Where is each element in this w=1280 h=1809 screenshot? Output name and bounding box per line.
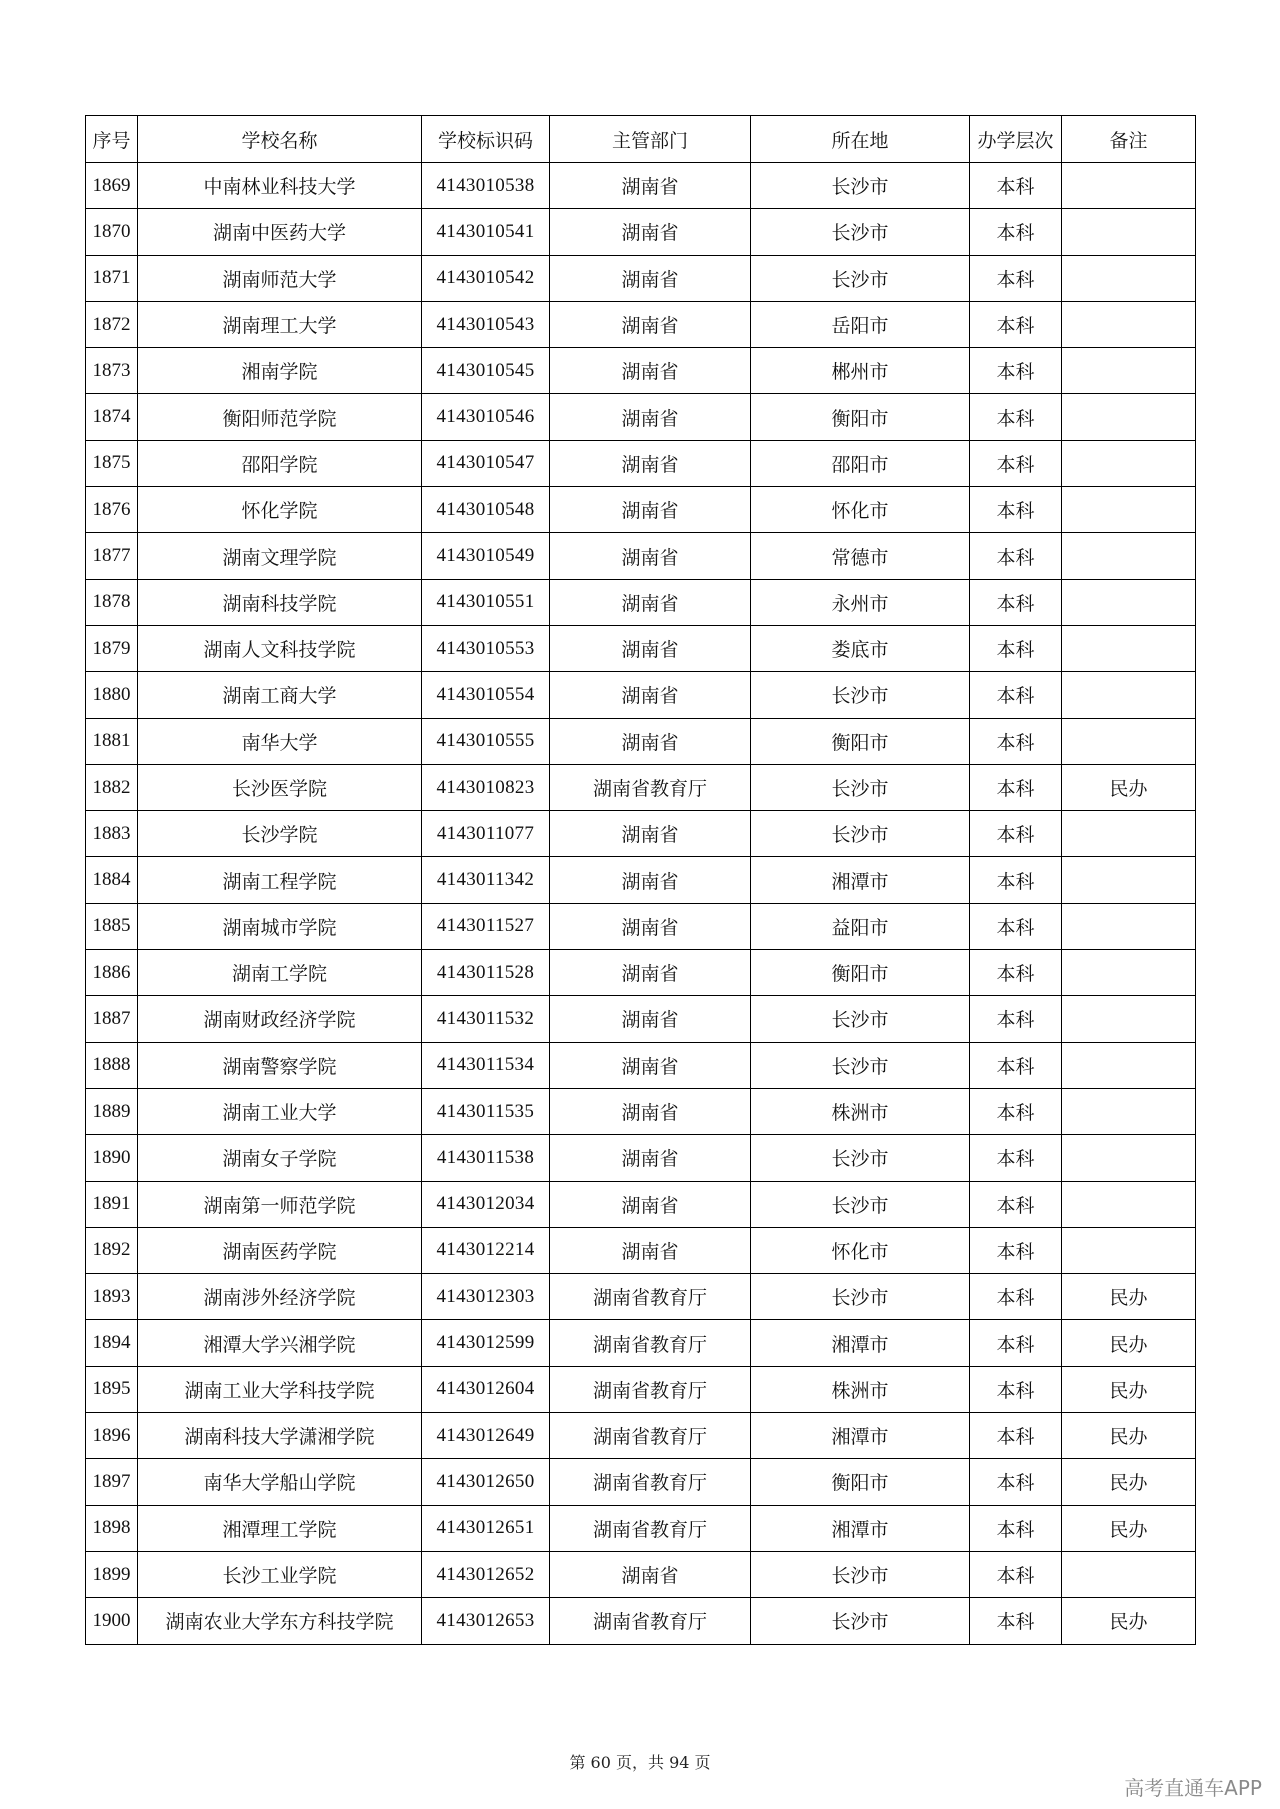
cell-school-code: 4143011528 — [422, 950, 550, 996]
cell-location: 郴州市 — [751, 348, 970, 394]
cell-department: 湖南省 — [550, 394, 751, 440]
cell-location: 常德市 — [751, 533, 970, 579]
cell-school-code: 4143012604 — [422, 1366, 550, 1412]
cell-department: 湖南省 — [550, 579, 751, 625]
table-row — [86, 533, 1196, 579]
cell-index: 1881 — [86, 718, 138, 764]
cell-remarks — [1062, 625, 1196, 671]
cell-index: 1887 — [86, 996, 138, 1042]
cell-location: 长沙市 — [751, 209, 970, 255]
cell-school-code: 4143010547 — [422, 440, 550, 486]
cell-index: 1889 — [86, 1088, 138, 1134]
cell-index: 1885 — [86, 903, 138, 949]
cell-remarks — [1062, 903, 1196, 949]
table-row — [86, 903, 1196, 949]
table-row — [86, 440, 1196, 486]
cell-school-name: 湖南城市学院 — [138, 903, 422, 949]
cell-department: 湖南省 — [550, 163, 751, 209]
cell-department: 湖南省 — [550, 950, 751, 996]
cell-school-code: 4143010551 — [422, 579, 550, 625]
cell-department: 湖南省 — [550, 255, 751, 301]
cell-index: 1873 — [86, 348, 138, 394]
cell-school-name: 湖南工程学院 — [138, 857, 422, 903]
cell-school-code: 4143012652 — [422, 1551, 550, 1597]
cell-school-code: 4143011342 — [422, 857, 550, 903]
cell-location: 湘潭市 — [751, 1320, 970, 1366]
table-row — [86, 857, 1196, 903]
cell-level: 本科 — [970, 857, 1062, 903]
table-row — [86, 163, 1196, 209]
table-row — [86, 625, 1196, 671]
cell-level: 本科 — [970, 163, 1062, 209]
cell-location: 长沙市 — [751, 1598, 970, 1644]
cell-location: 株洲市 — [751, 1366, 970, 1412]
cell-school-name: 湖南工业大学科技学院 — [138, 1366, 422, 1412]
cell-school-name: 中南林业科技大学 — [138, 163, 422, 209]
cell-location: 长沙市 — [751, 1274, 970, 1320]
cell-remarks: 民办 — [1062, 1413, 1196, 1459]
cell-index: 1879 — [86, 625, 138, 671]
cell-index: 1886 — [86, 950, 138, 996]
cell-location: 永州市 — [751, 579, 970, 625]
cell-department: 湖南省 — [550, 301, 751, 347]
cell-location: 邵阳市 — [751, 440, 970, 486]
cell-index: 1896 — [86, 1413, 138, 1459]
cell-index: 1876 — [86, 487, 138, 533]
cell-school-name: 湖南人文科技学院 — [138, 625, 422, 671]
cell-location: 娄底市 — [751, 625, 970, 671]
table-row — [86, 1135, 1196, 1181]
table-row — [86, 1505, 1196, 1551]
cell-school-name: 湖南科技学院 — [138, 579, 422, 625]
cell-remarks: 民办 — [1062, 1598, 1196, 1644]
cell-level: 本科 — [970, 764, 1062, 810]
cell-school-name: 湖南科技大学潇湘学院 — [138, 1413, 422, 1459]
cell-location: 衡阳市 — [751, 1459, 970, 1505]
cell-location: 长沙市 — [751, 1135, 970, 1181]
cell-location: 长沙市 — [751, 163, 970, 209]
cell-location: 岳阳市 — [751, 301, 970, 347]
table-row — [86, 301, 1196, 347]
cell-school-code: 4143012214 — [422, 1227, 550, 1273]
cell-remarks: 民办 — [1062, 1366, 1196, 1412]
cell-location: 怀化市 — [751, 487, 970, 533]
cell-index: 1875 — [86, 440, 138, 486]
cell-remarks — [1062, 1551, 1196, 1597]
cell-remarks — [1062, 1135, 1196, 1181]
cell-level: 本科 — [970, 533, 1062, 579]
header-level: 办学层次 — [970, 116, 1062, 163]
cell-department: 湖南省教育厅 — [550, 1505, 751, 1551]
cell-index: 1897 — [86, 1459, 138, 1505]
cell-index: 1869 — [86, 163, 138, 209]
cell-level: 本科 — [970, 1459, 1062, 1505]
cell-school-code: 4143011538 — [422, 1135, 550, 1181]
cell-location: 长沙市 — [751, 1042, 970, 1088]
page-number: 第 60 页，共 94 页 — [569, 1753, 711, 1772]
cell-school-code: 4143012650 — [422, 1459, 550, 1505]
cell-department: 湖南省教育厅 — [550, 1598, 751, 1644]
table-row — [86, 1551, 1196, 1597]
cell-department: 湖南省 — [550, 1227, 751, 1273]
table-row — [86, 1274, 1196, 1320]
cell-index: 1893 — [86, 1274, 138, 1320]
cell-school-code: 4143011527 — [422, 903, 550, 949]
cell-remarks — [1062, 1042, 1196, 1088]
cell-school-name: 湖南财政经济学院 — [138, 996, 422, 1042]
cell-level: 本科 — [970, 301, 1062, 347]
cell-location: 衡阳市 — [751, 950, 970, 996]
cell-school-name: 湖南警察学院 — [138, 1042, 422, 1088]
cell-school-name: 南华大学船山学院 — [138, 1459, 422, 1505]
cell-department: 湖南省教育厅 — [550, 1274, 751, 1320]
cell-location: 湘潭市 — [751, 857, 970, 903]
table-row — [86, 348, 1196, 394]
cell-level: 本科 — [970, 348, 1062, 394]
cell-school-code: 4143010549 — [422, 533, 550, 579]
cell-school-name: 湖南中医药大学 — [138, 209, 422, 255]
table-row — [86, 1088, 1196, 1134]
cell-school-code: 4143012599 — [422, 1320, 550, 1366]
cell-level: 本科 — [970, 1366, 1062, 1412]
cell-department: 湖南省 — [550, 1042, 751, 1088]
cell-school-code: 4143010555 — [422, 718, 550, 764]
cell-school-name: 湖南第一师范学院 — [138, 1181, 422, 1227]
table-row — [86, 394, 1196, 440]
table-row — [86, 996, 1196, 1042]
cell-location: 怀化市 — [751, 1227, 970, 1273]
cell-school-name: 湖南工业大学 — [138, 1088, 422, 1134]
cell-school-code: 4143010542 — [422, 255, 550, 301]
cell-location: 益阳市 — [751, 903, 970, 949]
cell-remarks — [1062, 996, 1196, 1042]
cell-remarks — [1062, 487, 1196, 533]
cell-level: 本科 — [970, 950, 1062, 996]
cell-department: 湖南省 — [550, 903, 751, 949]
cell-remarks — [1062, 394, 1196, 440]
cell-remarks — [1062, 1181, 1196, 1227]
cell-level: 本科 — [970, 1598, 1062, 1644]
cell-level: 本科 — [970, 1274, 1062, 1320]
table-row — [86, 1459, 1196, 1505]
cell-department: 湖南省教育厅 — [550, 1366, 751, 1412]
cell-level: 本科 — [970, 209, 1062, 255]
cell-school-name: 湖南医药学院 — [138, 1227, 422, 1273]
app-watermark: 高考直通车APP — [1124, 1776, 1262, 1800]
cell-level: 本科 — [970, 811, 1062, 857]
school-list-table — [85, 115, 1196, 1645]
cell-level: 本科 — [970, 625, 1062, 671]
cell-level: 本科 — [970, 579, 1062, 625]
cell-remarks — [1062, 301, 1196, 347]
cell-index: 1884 — [86, 857, 138, 903]
cell-index: 1871 — [86, 255, 138, 301]
cell-school-name: 湖南文理学院 — [138, 533, 422, 579]
cell-level: 本科 — [970, 394, 1062, 440]
cell-level: 本科 — [970, 718, 1062, 764]
cell-department: 湖南省 — [550, 672, 751, 718]
cell-school-code: 4143012651 — [422, 1505, 550, 1551]
cell-school-name: 怀化学院 — [138, 487, 422, 533]
table-row — [86, 209, 1196, 255]
cell-location: 长沙市 — [751, 811, 970, 857]
cell-remarks — [1062, 348, 1196, 394]
cell-location: 湘潭市 — [751, 1413, 970, 1459]
cell-school-code: 4143011077 — [422, 811, 550, 857]
table-row — [86, 1042, 1196, 1088]
cell-school-name: 湖南工学院 — [138, 950, 422, 996]
cell-remarks — [1062, 440, 1196, 486]
cell-level: 本科 — [970, 996, 1062, 1042]
cell-index: 1877 — [86, 533, 138, 579]
cell-location: 衡阳市 — [751, 718, 970, 764]
cell-department: 湖南省 — [550, 487, 751, 533]
cell-department: 湖南省教育厅 — [550, 1320, 751, 1366]
table-row — [86, 764, 1196, 810]
cell-department: 湖南省 — [550, 348, 751, 394]
header-location: 所在地 — [751, 116, 970, 163]
cell-index: 1891 — [86, 1181, 138, 1227]
cell-department: 湖南省 — [550, 718, 751, 764]
cell-index: 1874 — [86, 394, 138, 440]
cell-index: 1894 — [86, 1320, 138, 1366]
cell-school-code: 4143010823 — [422, 764, 550, 810]
cell-department: 湖南省教育厅 — [550, 764, 751, 810]
cell-department: 湖南省 — [550, 533, 751, 579]
cell-index: 1899 — [86, 1551, 138, 1597]
cell-school-name: 长沙工业学院 — [138, 1551, 422, 1597]
cell-remarks — [1062, 1227, 1196, 1273]
cell-location: 湘潭市 — [751, 1505, 970, 1551]
cell-remarks: 民办 — [1062, 1505, 1196, 1551]
cell-school-code: 4143010541 — [422, 209, 550, 255]
cell-level: 本科 — [970, 1181, 1062, 1227]
cell-level: 本科 — [970, 1551, 1062, 1597]
cell-remarks — [1062, 255, 1196, 301]
cell-school-code: 4143010554 — [422, 672, 550, 718]
cell-department: 湖南省 — [550, 209, 751, 255]
cell-index: 1900 — [86, 1598, 138, 1644]
table-body — [86, 163, 1196, 1645]
table-row — [86, 950, 1196, 996]
table-row — [86, 579, 1196, 625]
table-row — [86, 1366, 1196, 1412]
table-row — [86, 1598, 1196, 1644]
cell-school-code: 4143011535 — [422, 1088, 550, 1134]
cell-department: 湖南省 — [550, 625, 751, 671]
cell-school-name: 衡阳师范学院 — [138, 394, 422, 440]
cell-school-code: 4143010538 — [422, 163, 550, 209]
cell-index: 1883 — [86, 811, 138, 857]
cell-school-code: 4143011532 — [422, 996, 550, 1042]
cell-index: 1888 — [86, 1042, 138, 1088]
cell-location: 长沙市 — [751, 1181, 970, 1227]
table-row — [86, 1181, 1196, 1227]
cell-remarks — [1062, 579, 1196, 625]
cell-level: 本科 — [970, 1505, 1062, 1551]
cell-remarks — [1062, 163, 1196, 209]
table-row — [86, 1320, 1196, 1366]
table-row — [86, 1227, 1196, 1273]
cell-school-name: 湘南学院 — [138, 348, 422, 394]
cell-level: 本科 — [970, 672, 1062, 718]
cell-school-name: 湖南工商大学 — [138, 672, 422, 718]
cell-index: 1890 — [86, 1135, 138, 1181]
cell-level: 本科 — [970, 1320, 1062, 1366]
cell-location: 长沙市 — [751, 255, 970, 301]
cell-remarks: 民办 — [1062, 1320, 1196, 1366]
cell-school-name: 湖南师范大学 — [138, 255, 422, 301]
cell-school-code: 4143012303 — [422, 1274, 550, 1320]
header-remarks: 备注 — [1062, 116, 1196, 163]
cell-index: 1898 — [86, 1505, 138, 1551]
cell-level: 本科 — [970, 440, 1062, 486]
cell-level: 本科 — [970, 1413, 1062, 1459]
cell-school-code: 4143012653 — [422, 1598, 550, 1644]
cell-school-code: 4143011534 — [422, 1042, 550, 1088]
cell-school-name: 湘潭理工学院 — [138, 1505, 422, 1551]
cell-remarks: 民办 — [1062, 1459, 1196, 1505]
cell-index: 1895 — [86, 1366, 138, 1412]
cell-remarks — [1062, 950, 1196, 996]
cell-department: 湖南省 — [550, 1181, 751, 1227]
cell-index: 1892 — [86, 1227, 138, 1273]
cell-index: 1880 — [86, 672, 138, 718]
cell-location: 长沙市 — [751, 764, 970, 810]
cell-school-code: 4143010548 — [422, 487, 550, 533]
table-row — [86, 255, 1196, 301]
cell-school-name: 湖南理工大学 — [138, 301, 422, 347]
table-header-row — [86, 116, 1196, 163]
header-department: 主管部门 — [550, 116, 751, 163]
cell-department: 湖南省 — [550, 996, 751, 1042]
header-school-code: 学校标识码 — [422, 116, 550, 163]
cell-department: 湖南省教育厅 — [550, 1459, 751, 1505]
table-row — [86, 672, 1196, 718]
cell-location: 衡阳市 — [751, 394, 970, 440]
cell-remarks — [1062, 1088, 1196, 1134]
table-row — [86, 718, 1196, 764]
cell-index: 1870 — [86, 209, 138, 255]
cell-department: 湖南省 — [550, 1135, 751, 1181]
cell-school-name: 南华大学 — [138, 718, 422, 764]
cell-school-name: 湖南农业大学东方科技学院 — [138, 1598, 422, 1644]
cell-department: 湖南省 — [550, 440, 751, 486]
header-index: 序号 — [86, 116, 138, 163]
cell-remarks — [1062, 718, 1196, 764]
cell-school-code: 4143012034 — [422, 1181, 550, 1227]
cell-remarks — [1062, 533, 1196, 579]
cell-location: 长沙市 — [751, 996, 970, 1042]
cell-location: 长沙市 — [751, 1551, 970, 1597]
table-row — [86, 811, 1196, 857]
cell-school-code: 4143010543 — [422, 301, 550, 347]
cell-remarks — [1062, 811, 1196, 857]
cell-level: 本科 — [970, 903, 1062, 949]
cell-school-name: 湖南女子学院 — [138, 1135, 422, 1181]
cell-level: 本科 — [970, 1042, 1062, 1088]
cell-department: 湖南省 — [550, 1551, 751, 1597]
cell-level: 本科 — [970, 1227, 1062, 1273]
cell-department: 湖南省 — [550, 1088, 751, 1134]
cell-school-name: 湖南涉外经济学院 — [138, 1274, 422, 1320]
cell-index: 1878 — [86, 579, 138, 625]
table-row — [86, 487, 1196, 533]
cell-school-name: 湘潭大学兴湘学院 — [138, 1320, 422, 1366]
cell-school-name: 长沙学院 — [138, 811, 422, 857]
cell-remarks — [1062, 209, 1196, 255]
cell-school-code: 4143012649 — [422, 1413, 550, 1459]
cell-department: 湖南省 — [550, 811, 751, 857]
cell-remarks: 民办 — [1062, 1274, 1196, 1320]
cell-level: 本科 — [970, 1088, 1062, 1134]
cell-index: 1872 — [86, 301, 138, 347]
cell-remarks — [1062, 672, 1196, 718]
cell-school-code: 4143010545 — [422, 348, 550, 394]
cell-index: 1882 — [86, 764, 138, 810]
header-school-name: 学校名称 — [138, 116, 422, 163]
cell-location: 株洲市 — [751, 1088, 970, 1134]
cell-location: 长沙市 — [751, 672, 970, 718]
cell-remarks — [1062, 857, 1196, 903]
cell-level: 本科 — [970, 487, 1062, 533]
cell-department: 湖南省 — [550, 857, 751, 903]
cell-school-code: 4143010546 — [422, 394, 550, 440]
cell-school-name: 长沙医学院 — [138, 764, 422, 810]
cell-department: 湖南省教育厅 — [550, 1413, 751, 1459]
cell-level: 本科 — [970, 255, 1062, 301]
cell-level: 本科 — [970, 1135, 1062, 1181]
cell-school-code: 4143010553 — [422, 625, 550, 671]
table-row — [86, 1413, 1196, 1459]
cell-remarks: 民办 — [1062, 764, 1196, 810]
cell-school-name: 邵阳学院 — [138, 440, 422, 486]
